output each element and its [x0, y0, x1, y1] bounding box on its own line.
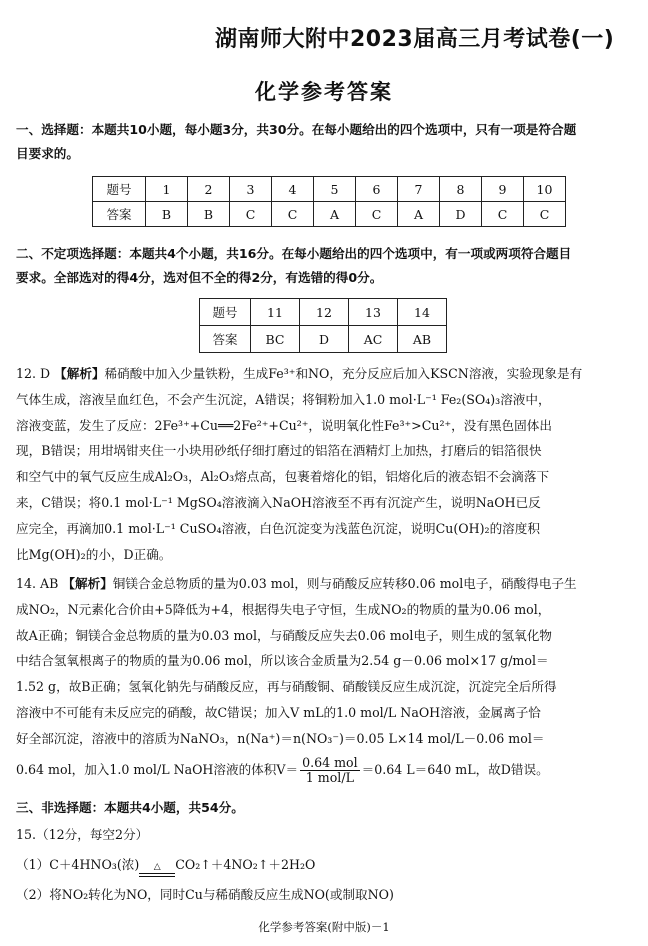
row-label: 题号: [200, 299, 251, 326]
table-cell: 6: [356, 177, 398, 202]
table-cell: D: [300, 326, 349, 353]
q14-line: 好全部沉淀，溶液中的溶质为NaNO₃，n(Na⁺)＝n(NO₃⁻)＝0.05 L×14 mol/L－0.06 mol＝: [16, 730, 545, 746]
page-title: 化学参考答案: [255, 80, 393, 104]
table-cell: 2: [188, 177, 230, 202]
q12-line: 现，B错误；用坩埚钳夹住一小块用砂纸仔细打磨过的铝箔在酒精灯上加热，打磨后的铝箔很快: [16, 443, 542, 459]
section-1-heading: [16, 118, 636, 166]
q14-line: 溶液中不可能有未反应完的硝酸，故C错误；加入V mL的1.0 mol/L NaOH溶液，金属离子恰: [16, 704, 541, 720]
section-2-heading: [16, 242, 636, 290]
q12-tag: 【解析】: [54, 366, 105, 381]
table-cell: 11: [251, 299, 300, 326]
q14-line-text: 铜镁合金总物质的量为0.03 mol，则与硝酸反应转移0.06 mol电子，硝酸得电子生: [112, 576, 577, 591]
table-cell: 1: [146, 177, 188, 202]
table-cell: AC: [349, 326, 398, 353]
q14-last-post: ＝0.64 L＝640 mL，故D错误。: [361, 761, 549, 777]
q12-prefix: 12. D: [16, 366, 51, 381]
reaction-condition: [139, 863, 175, 877]
q12-line: 应完全，再滴加0.1 mol·L⁻¹ CuSO₄溶液，白色沉淀变为浅蓝色沉淀，说明Cu(OH)₂的溶度积: [16, 520, 540, 536]
table-cell: 3: [230, 177, 272, 202]
row-label: 题号: [93, 177, 146, 202]
table-cell: C: [230, 202, 272, 227]
section-1-answer-table: [92, 176, 566, 227]
table-cell: 12: [300, 299, 349, 326]
table-cell: C: [272, 202, 314, 227]
table-row: [200, 299, 447, 326]
table-row: [93, 202, 566, 227]
table-cell: BC: [251, 326, 300, 353]
q14-line: 成NO₂，N元素化合价由+5降低为+4，根据得失电子守恒，生成NO₂的物质的量为0.06 mol，: [16, 601, 551, 617]
q12-line: 和空气中的氧气反应生成Al₂O₃，Al₂O₃熔点高，包裹着熔化的铝，铝熔化后的液态铝不会滴落下: [16, 469, 550, 485]
table-cell: A: [314, 202, 356, 227]
section-2-heading-line1: 二、不定项选择题：本题共4个小题，共16分。在每小题给出的四个选项中，有一项或两项符合题目: [16, 246, 572, 261]
q15-part2: （2）将NO₂转化为NO，同时Cu与稀硝酸反应生成NO(或制取NO): [16, 887, 394, 902]
section-2-heading-line2: 要求。全部选对的得4分，选对但不全的得2分，有选错的得0分。: [16, 270, 383, 285]
table-cell: 4: [272, 177, 314, 202]
q14-explanation: [16, 571, 636, 788]
section-1-heading-line1: 一、选择题：本题共10小题，每小题3分，共30分。在每小题给出的四个选项中，只有一项是符合题: [16, 122, 577, 137]
q12-line: 溶液变蓝，发生了反应：2Fe³⁺+Cu══2Fe²⁺+Cu²⁺，说明氧化性Fe³⁺>Cu²⁺，没有黑色固体出: [16, 417, 552, 433]
q14-line: 1.52 g，故B正确；氢氧化钠先与硝酸反应，再与硝酸铜、硝酸镁反应生成沉淀，沉淀完全后所得: [16, 679, 557, 695]
q12-line: 比Mg(OH)₂的小，D正确。: [16, 546, 172, 562]
table-cell: AB: [398, 326, 447, 353]
q12-line: 气体生成，溶液呈血红色，不会产生沉淀，A错误；将铜粉加入1.0 mol·L⁻¹ Fe₂(SO₄)₃溶液中，: [16, 391, 551, 407]
q15-part1: [16, 852, 636, 878]
q14-line: [16, 571, 636, 597]
table-row: [93, 177, 566, 202]
volume-fraction: [300, 756, 360, 785]
q15-part1-products: CO₂↑＋4NO₂↑＋2H₂O: [175, 857, 316, 872]
exam-title: 湖南师大附中2023届高三月考试卷(一): [215, 27, 615, 52]
table-cell: 5: [314, 177, 356, 202]
equals-icon: [139, 873, 175, 877]
table-cell: B: [188, 202, 230, 227]
section-1-heading-line2: 目要求的。: [16, 146, 79, 161]
table-cell: 13: [349, 299, 398, 326]
q12-line-text: 稀硝酸中加入少量铁粉，生成Fe³⁺和NO，充分反应后加入KSCN溶液，实验现象是有: [104, 366, 583, 381]
table-cell: C: [482, 202, 524, 227]
q12-line: [16, 361, 636, 387]
table-cell: 9: [482, 177, 524, 202]
q14-prefix: 14. AB: [16, 576, 59, 591]
q15-header: 15.（12分，每空2分）: [16, 827, 149, 842]
q14-line: [16, 752, 636, 788]
table-cell: D: [440, 202, 482, 227]
table-cell: 14: [398, 299, 447, 326]
q14-tag: 【解析】: [62, 576, 113, 591]
table-cell: A: [398, 202, 440, 227]
table-cell: 8: [440, 177, 482, 202]
q14-last-pre: 0.64 mol，加入1.0 mol/L NaOH溶液的体积V＝: [16, 761, 299, 777]
table-cell: 7: [398, 177, 440, 202]
table-cell: B: [146, 202, 188, 227]
heat-symbol: △: [153, 862, 161, 872]
q14-line: 故A正确；铜镁合金总物质的量为0.03 mol，与硝酸反应失去0.06 mol电子，则生成的氢氧化物: [16, 627, 552, 643]
q14-line: 中结合氢氧根离子的物质的量为0.06 mol，所以该合金质量为2.54 g－0.06 mol×17 g/mol＝: [16, 653, 549, 669]
row-label: 答案: [93, 202, 146, 227]
table-row: [200, 326, 447, 353]
fraction-denominator: 1 mol/L: [305, 769, 354, 785]
page-footer: 化学参考答案(附中版)－1: [258, 920, 390, 934]
table-cell: C: [356, 202, 398, 227]
section-3-heading: 三、非选择题：本题共4小题，共54分。: [16, 800, 244, 815]
row-label: 答案: [200, 326, 251, 353]
section-2-answer-table: [199, 298, 447, 353]
q15-part1-reactants: （1）C＋4HNO₃(浓): [16, 857, 140, 872]
q12-line: 来，C错误；将0.1 mol·L⁻¹ MgSO₄溶液滴入NaOH溶液至不再有沉淀产生，说明NaOH已反: [16, 494, 541, 510]
fraction-numerator: 0.64 mol: [302, 754, 358, 770]
q12-explanation: [16, 361, 636, 567]
table-cell: 10: [524, 177, 566, 202]
table-cell: C: [524, 202, 566, 227]
